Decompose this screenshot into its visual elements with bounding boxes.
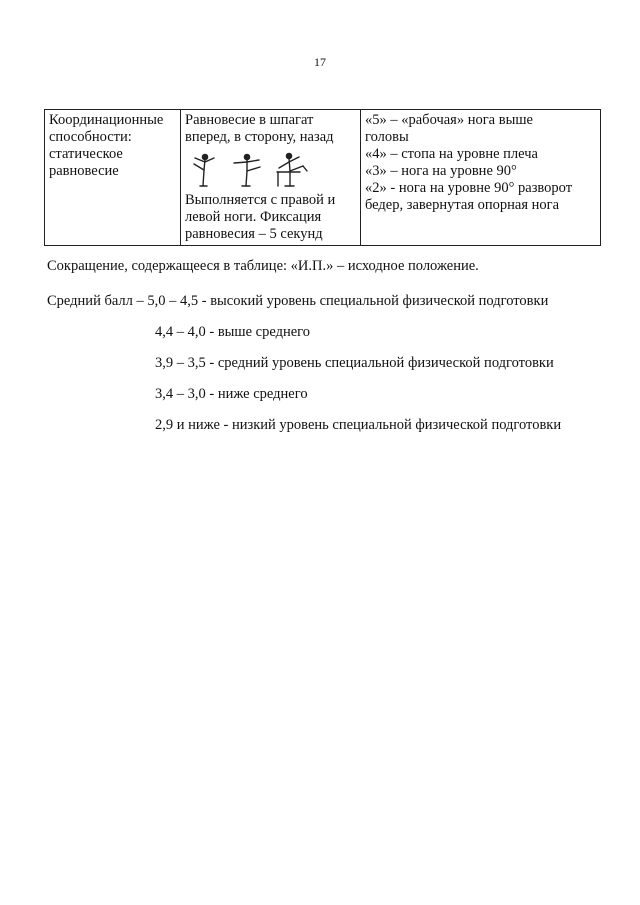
score-level-line: 3,9 – 3,5 - средний уровень специальной физической подготовки bbox=[155, 355, 554, 371]
exercise-line: Равновесие в шпагат bbox=[185, 112, 314, 128]
grading-line: «3» – нога на уровне 90° bbox=[365, 163, 517, 179]
ability-line: статическое bbox=[49, 146, 123, 162]
exercise-line: равновесия – 5 секунд bbox=[185, 226, 323, 242]
score-level-line: 2,9 и ниже - низкий уровень специальной физической подготовки bbox=[155, 417, 562, 433]
page-number: 17 bbox=[314, 55, 326, 69]
grading-line: «2» - нога на уровне 90° разворот bbox=[365, 180, 573, 196]
balance-side-figure-icon bbox=[234, 154, 260, 186]
balance-back-figure-icon bbox=[277, 153, 307, 186]
table-row bbox=[45, 110, 601, 246]
score-level-line: Средний балл – 5,0 – 4,5 - высокий уровень специальной физической подготовки bbox=[47, 293, 549, 309]
grading-line: «4» – стопа на уровне плеча bbox=[365, 146, 538, 162]
ability-line: способности: bbox=[49, 129, 132, 145]
grading-line: головы bbox=[365, 129, 409, 145]
ability-line: Координационные bbox=[49, 112, 164, 128]
score-level-line: 3,4 – 3,0 - ниже среднего bbox=[155, 386, 308, 402]
score-level-line: 4,4 – 4,0 - выше среднего bbox=[155, 324, 310, 340]
exercise-line: левой ноги. Фиксация bbox=[185, 209, 322, 225]
abbreviation-note: Сокращение, содержащееся в таблице: «И.П.» – исходное положение. bbox=[47, 258, 479, 274]
criteria-table bbox=[44, 109, 601, 246]
balance-forward-figure-icon bbox=[194, 154, 214, 186]
ability-line: равновесие bbox=[49, 163, 119, 179]
exercise-cell bbox=[181, 110, 361, 246]
ability-cell bbox=[45, 110, 181, 246]
exercise-line: вперед, в сторону, назад bbox=[185, 129, 334, 145]
grading-line: «5» – «рабочая» нога выше bbox=[365, 112, 533, 128]
grading-cell bbox=[361, 110, 601, 246]
balance-figures bbox=[185, 150, 357, 190]
exercise-line: Выполняется с правой и bbox=[185, 192, 336, 208]
grading-line: бедер, завернутая опорная нога bbox=[365, 197, 560, 213]
